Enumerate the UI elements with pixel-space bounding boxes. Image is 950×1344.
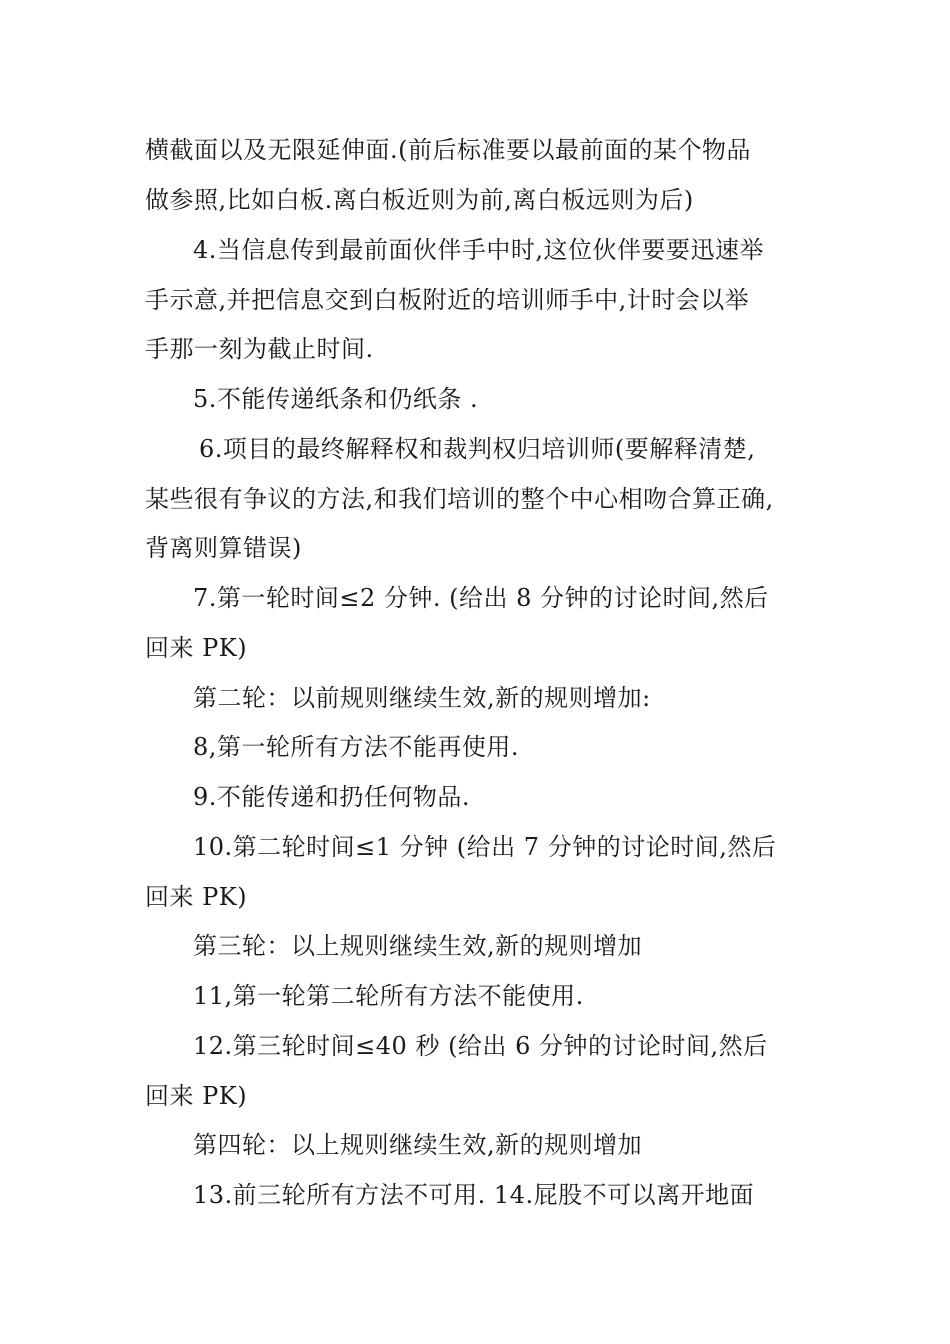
text-line: 横截面以及无限延伸面.(前后标准要以最前面的某个物品 xyxy=(145,136,751,164)
text-line: 回来 PK) xyxy=(145,1082,248,1110)
text-line: 第二轮：以前规则继续生效,新的规则增加: xyxy=(193,684,651,712)
text-line: 手那一刻为截止时间. xyxy=(145,335,374,363)
text-line: 第三轮：以上规则继续生效,新的规则增加 xyxy=(193,932,643,960)
text-line: 5.不能传递纸条和仍纸条 . xyxy=(193,385,479,413)
text-line: 背离则算错误) xyxy=(145,534,302,562)
text-line: 9.不能传递和扔任何物品. xyxy=(193,783,471,811)
text-line: 8,第一轮所有方法不能再使用. xyxy=(193,733,520,761)
text-line: 回来 PK) xyxy=(145,883,248,911)
text-line: 13.前三轮所有方法不可用. 14.屁股不可以离开地面 xyxy=(193,1181,755,1209)
text-line: 10.第二轮时间≤1 分钟 (给出 7 分钟的讨论时间,然后 xyxy=(193,833,777,861)
text-line: 手示意,并把信息交到白板附近的培训师手中,计时会以举 xyxy=(145,286,750,314)
text-line: 做参照,比如白板.离白板近则为前,离白板远则为后) xyxy=(145,186,694,214)
text-line: 7.第一轮时间≤2 分钟. (给出 8 分钟的讨论时间,然后 xyxy=(193,584,769,612)
text-line: 第四轮：以上规则继续生效,新的规则增加 xyxy=(193,1131,643,1159)
text-line: 12.第三轮时间≤40 秒 (给出 6 分钟的讨论时间,然后 xyxy=(193,1032,768,1060)
text-line: 11,第一轮第二轮所有方法不能使用. xyxy=(193,982,584,1010)
text-line: 4.当信息传到最前面伙伴手中时,这位伙伴要要迅速举 xyxy=(193,236,765,264)
text-line: 6.项目的最终解释权和裁判权归培训师(要解释清楚, xyxy=(199,435,756,463)
text-line: 回来 PK) xyxy=(145,634,248,662)
text-line: 某些很有争议的方法,和我们培训的整个中心相吻合算正确, xyxy=(145,485,774,513)
